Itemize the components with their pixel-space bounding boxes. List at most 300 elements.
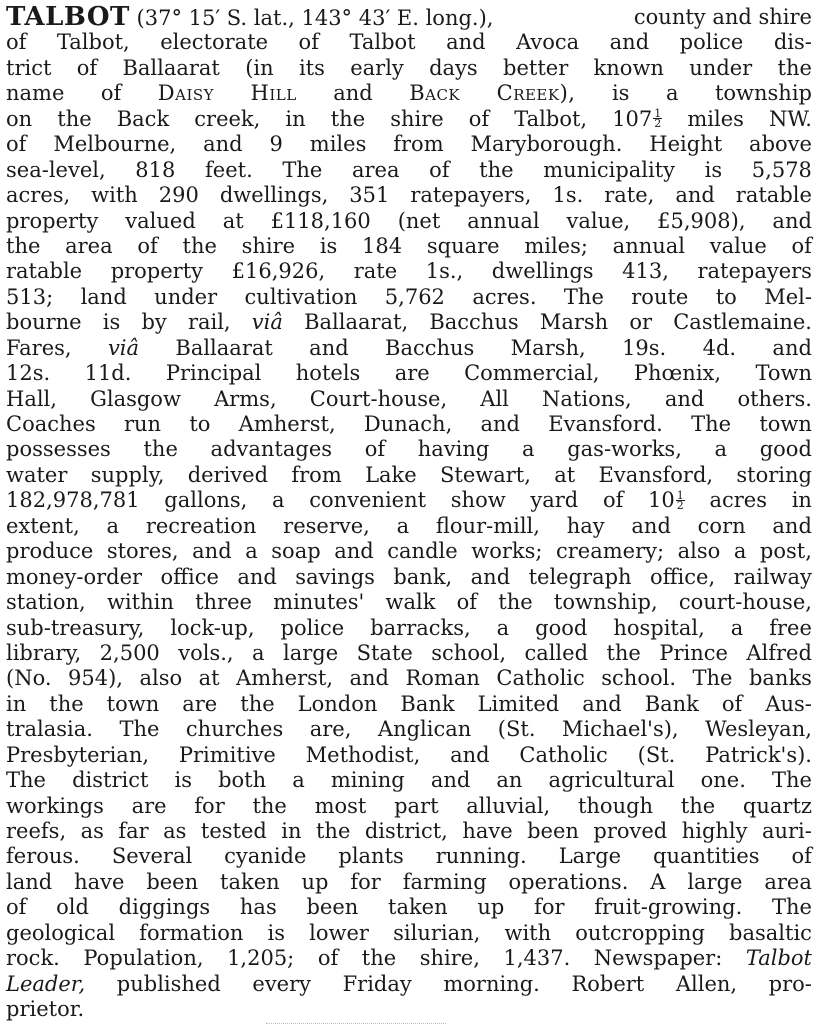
entry-word: run bbox=[123, 412, 162, 436]
entry-word: annual bbox=[612, 233, 686, 258]
entry-word: for bbox=[534, 895, 565, 920]
entry-word: ratepayers, bbox=[410, 183, 532, 208]
entry-word: of bbox=[791, 233, 812, 258]
entry-word: taken bbox=[220, 869, 280, 894]
entry-word: the bbox=[143, 437, 178, 462]
entry-word: three bbox=[195, 590, 252, 615]
entry-word: cultivation bbox=[244, 284, 358, 309]
entry-word: railway bbox=[733, 564, 812, 589]
entry-word: Back bbox=[116, 106, 170, 131]
entry-word: Robert bbox=[571, 971, 645, 996]
entry-word: old bbox=[56, 895, 89, 920]
entry-word: early bbox=[350, 55, 404, 80]
entry-word: 413, bbox=[622, 259, 669, 284]
entry-line-11 bbox=[6, 259, 812, 284]
entry-word: tested bbox=[200, 819, 267, 843]
entry-line-1 bbox=[6, 2, 812, 32]
entry-word: a bbox=[106, 513, 120, 538]
entry-word: of bbox=[317, 946, 339, 971]
entry-word: Talbot, bbox=[514, 106, 588, 131]
entry-word: Evansford, bbox=[598, 462, 714, 487]
entry-word: plants bbox=[338, 844, 404, 869]
entry-word: workings bbox=[6, 793, 104, 818]
entry-word: is bbox=[267, 920, 286, 945]
italic-word: viâ bbox=[251, 310, 283, 335]
entry-word: (in bbox=[245, 55, 274, 80]
entry-word: square bbox=[426, 233, 500, 258]
entry-word: are bbox=[131, 793, 167, 818]
entry-word: mining bbox=[330, 768, 405, 793]
entry-word: been bbox=[146, 869, 199, 894]
entry-word: and bbox=[446, 30, 486, 55]
entry-word: up bbox=[477, 895, 505, 920]
entry-line-8 bbox=[6, 183, 812, 208]
entry-word: large bbox=[687, 869, 743, 894]
entry-line-5 bbox=[6, 107, 812, 132]
entry-word: hay bbox=[566, 513, 605, 538]
entry-word-suffix: , bbox=[78, 971, 86, 996]
entry-word: miles bbox=[309, 132, 367, 157]
entry-line-26 bbox=[6, 641, 812, 666]
entry-line-28 bbox=[6, 692, 812, 717]
entry-word: have bbox=[462, 819, 513, 843]
entry-word: and bbox=[631, 513, 671, 538]
entry-word: are bbox=[182, 691, 218, 716]
entry-word: in bbox=[6, 691, 27, 716]
entry-word: area bbox=[65, 233, 113, 258]
entry-word: its bbox=[298, 55, 325, 80]
entry-word: name bbox=[6, 81, 65, 106]
entry-word: town bbox=[106, 691, 160, 716]
entry-word: Several bbox=[111, 844, 193, 869]
entry-word: A bbox=[650, 869, 666, 894]
entry-coords: (37° 15′ S. lat., 143° 43′ E. long.), bbox=[136, 6, 494, 30]
entry-body bbox=[6, 30, 812, 1022]
entry-word: an bbox=[496, 768, 523, 793]
bottom-rule bbox=[266, 1023, 446, 1027]
place-name-smallcaps: Daisy bbox=[157, 81, 215, 106]
entry-word: and bbox=[582, 691, 622, 716]
entry-word: of bbox=[76, 55, 98, 80]
entry-word: in bbox=[281, 819, 302, 843]
entry-word: post, bbox=[759, 539, 812, 564]
entry-word: the bbox=[479, 157, 514, 182]
entry-word: 184 bbox=[362, 233, 403, 258]
entry-word: 954), bbox=[68, 666, 123, 691]
entry-word: and bbox=[664, 386, 705, 411]
entry-word: miles bbox=[687, 106, 744, 131]
entry-word: bourne bbox=[6, 310, 82, 335]
entry-word: from bbox=[291, 462, 342, 487]
entry-headword: TALBOT bbox=[6, 2, 130, 32]
entry-word: property bbox=[110, 259, 204, 284]
entry-word: Limited bbox=[477, 691, 560, 716]
entry-word: advantages bbox=[210, 437, 333, 462]
entry-line-35 bbox=[6, 870, 812, 895]
entry-word: under bbox=[689, 55, 753, 80]
italic-word: Leader, bbox=[6, 971, 86, 996]
entry-line-34 bbox=[6, 844, 812, 869]
entry-word: cyanide bbox=[224, 844, 307, 869]
entry-word: dwellings, bbox=[219, 183, 329, 208]
entry-word: with bbox=[91, 183, 138, 208]
entry-word: called bbox=[524, 640, 589, 665]
entry-word: in bbox=[285, 106, 306, 131]
entry-word: 12s. bbox=[6, 361, 51, 386]
entry-word: and bbox=[480, 412, 521, 436]
entry-word: morning. bbox=[443, 971, 540, 996]
entry-word: operations. bbox=[508, 869, 629, 894]
entry-word: a bbox=[252, 640, 265, 665]
italic-word: Talbot bbox=[745, 946, 812, 971]
entry-word: a bbox=[665, 81, 679, 106]
entry-word: Commercial, bbox=[464, 361, 600, 386]
entry-word: State bbox=[356, 640, 413, 665]
entry-word: of bbox=[456, 590, 478, 615]
entry-word: township, bbox=[553, 590, 658, 615]
entry-word: Friday bbox=[342, 971, 412, 996]
entry-word: Primitive bbox=[178, 742, 276, 767]
entry-word: Fares, bbox=[6, 335, 72, 360]
entry-word: ratepayers bbox=[697, 259, 812, 284]
entry-word: The bbox=[282, 157, 323, 182]
entry-word: have bbox=[74, 869, 125, 894]
entry-word: a bbox=[714, 437, 728, 462]
entry-word: with bbox=[504, 920, 552, 945]
entry-word: water bbox=[6, 462, 68, 487]
entry-word: the bbox=[240, 691, 275, 716]
entry-line-13 bbox=[6, 310, 812, 335]
entry-word: London bbox=[297, 691, 378, 716]
entry-word: creek, bbox=[194, 106, 261, 131]
entry-word: free bbox=[769, 615, 812, 640]
entry-word: Allen, bbox=[675, 971, 738, 996]
entry-word: the bbox=[330, 106, 366, 131]
entry-word: having bbox=[417, 437, 490, 462]
entry-word: Hall, bbox=[6, 386, 57, 411]
entry-word: land bbox=[6, 869, 53, 894]
entry-word: 290 bbox=[158, 183, 199, 208]
fraction: $\frac{1}{2}$ bbox=[676, 488, 684, 512]
entry-word: Bank bbox=[644, 691, 699, 716]
entry-word: alluvial, bbox=[466, 793, 551, 818]
entry-word: Stewart, bbox=[440, 462, 531, 487]
entry-word: the bbox=[361, 946, 397, 971]
entry-word: or bbox=[629, 310, 653, 335]
entry-line-38 bbox=[6, 946, 812, 971]
entry-word: Bacchus bbox=[429, 310, 519, 335]
entry-word: at bbox=[222, 208, 244, 233]
entry-line-16 bbox=[6, 387, 812, 412]
entry-word: diggings bbox=[118, 895, 211, 920]
entry-word: area bbox=[764, 869, 812, 894]
entry-word: area bbox=[351, 157, 400, 182]
entry-word: The bbox=[6, 768, 46, 793]
entry-word: 107 $\frac{1}{2}$ bbox=[612, 106, 662, 131]
entry-line-40 bbox=[6, 997, 812, 1022]
entry-word: money-order bbox=[6, 564, 143, 589]
entry-word: of bbox=[364, 437, 386, 462]
entry-word: and bbox=[192, 539, 232, 564]
entry-word: 818 bbox=[135, 157, 176, 182]
entry-word: and bbox=[609, 30, 650, 55]
entry-word: rate, bbox=[604, 183, 655, 208]
entry-word: derived bbox=[187, 462, 269, 487]
entry-word: (St. bbox=[637, 742, 676, 767]
place-name-smallcaps: Creek), bbox=[496, 81, 576, 106]
entry-word: outcropping bbox=[575, 920, 705, 945]
entry-word: pro- bbox=[768, 971, 812, 996]
entry-word: part bbox=[394, 793, 439, 818]
entry-word: The bbox=[692, 666, 733, 691]
entry-word: the bbox=[182, 233, 217, 258]
entry-word: Ballaarat bbox=[175, 335, 273, 360]
entry-word: NW. bbox=[769, 106, 812, 131]
entry-word: both bbox=[218, 768, 267, 793]
entry-word: and bbox=[237, 564, 277, 589]
entry-line-15 bbox=[6, 361, 812, 386]
entry-word: Wesleyan, bbox=[705, 717, 812, 742]
entry-word: Population, bbox=[83, 946, 204, 971]
entry-word: 5,578 bbox=[751, 157, 812, 182]
entry-word: town bbox=[759, 412, 812, 436]
entry-word: extent, bbox=[6, 513, 80, 538]
entry-word: works; bbox=[471, 539, 543, 564]
entry-word: district bbox=[72, 768, 149, 793]
entry-word: Michael's), bbox=[562, 717, 679, 742]
entry-word: up bbox=[301, 869, 329, 894]
place-name-smallcaps: Back bbox=[409, 81, 461, 106]
entry-word: creamery; bbox=[556, 539, 665, 564]
entry-word: and bbox=[203, 132, 243, 157]
entry-line-27 bbox=[6, 666, 812, 691]
entry-word: Court-house, bbox=[309, 386, 448, 411]
entry-word: electorate bbox=[160, 30, 269, 55]
entry-word: geological bbox=[6, 920, 116, 945]
entry-word: Maryborough. bbox=[470, 132, 623, 157]
entry-line-17 bbox=[6, 412, 812, 437]
entry-word: ratable bbox=[6, 259, 83, 284]
entry-word: Aus- bbox=[765, 691, 812, 716]
entry-word: Castlemaine. bbox=[673, 310, 812, 335]
entry-word: Large bbox=[558, 844, 622, 869]
entry-word: walk bbox=[385, 590, 436, 615]
entry-word: land bbox=[80, 284, 127, 309]
entry-word: library, bbox=[6, 640, 82, 665]
entry-word: a bbox=[496, 615, 510, 640]
entry-word: the bbox=[680, 793, 716, 818]
entry-word: known bbox=[593, 55, 664, 80]
entry-word: and bbox=[772, 208, 812, 233]
entry-word: Marsh bbox=[539, 310, 609, 335]
entry-word: township bbox=[714, 81, 812, 106]
entry-line-20 bbox=[6, 488, 812, 513]
entry-word: vols., bbox=[178, 640, 234, 665]
entry-word: is bbox=[102, 310, 121, 335]
entry-word: lock-up, bbox=[170, 615, 255, 640]
entry-word: Height bbox=[649, 132, 723, 157]
entry-word: hospital, bbox=[613, 615, 705, 640]
entry-word: The bbox=[772, 895, 812, 920]
entry-word: 1s. bbox=[552, 183, 584, 208]
entry-word: Talbot, bbox=[56, 30, 130, 55]
entry-word: £16,926, bbox=[231, 259, 326, 284]
entry-word: sea-level, bbox=[6, 157, 106, 182]
entry-word: gas-works, bbox=[567, 437, 682, 462]
entry-word: The bbox=[691, 412, 732, 436]
entry-word: (net bbox=[397, 208, 441, 233]
entry-word: Arms, bbox=[214, 386, 277, 411]
entry-word: 1,205; bbox=[227, 946, 295, 971]
entry-word: gallons, bbox=[164, 488, 248, 513]
entry-word: 1,437. bbox=[503, 946, 571, 971]
entry-word: a bbox=[522, 437, 535, 462]
entry-word: rock. bbox=[6, 946, 60, 971]
entry-word: a bbox=[730, 615, 744, 640]
entry-word: municipality bbox=[543, 157, 676, 182]
entry-word: of bbox=[6, 132, 27, 157]
entry-word: dwellings bbox=[491, 259, 594, 284]
entry-word: shire bbox=[390, 106, 444, 131]
entry-line-37 bbox=[6, 921, 812, 946]
entry-word: property bbox=[6, 208, 99, 233]
entry-word: school, bbox=[431, 640, 506, 665]
entry-word: large bbox=[283, 640, 339, 665]
entry-line-30 bbox=[6, 743, 812, 768]
entry-word: of bbox=[602, 488, 624, 513]
entry-word: is bbox=[319, 233, 338, 258]
entry-word: tralasia. bbox=[6, 717, 93, 742]
entry-word: fruit-growing. bbox=[594, 895, 743, 920]
entry-word: Phœnix, bbox=[633, 361, 722, 386]
entry-word: Evansford. bbox=[548, 412, 663, 436]
entry-word: £118,160 bbox=[270, 208, 371, 233]
entry-word: above bbox=[749, 132, 812, 157]
entry-word: corn bbox=[697, 513, 746, 538]
entry-word: 19s. bbox=[622, 335, 667, 360]
entry-word: prietor. bbox=[6, 997, 85, 1022]
entry-word: Bacchus bbox=[385, 335, 475, 360]
entry-word: miles; bbox=[524, 233, 588, 258]
entry-word: the bbox=[49, 691, 84, 716]
entry-word: and bbox=[430, 768, 471, 793]
entry-word: Methodist, bbox=[305, 742, 421, 767]
entry-word: Lake bbox=[365, 462, 417, 487]
entry-word: churches bbox=[185, 717, 284, 742]
entry-word: farming bbox=[402, 869, 487, 894]
entry-word: Amherst, bbox=[236, 666, 334, 691]
entry-word: hotels bbox=[295, 361, 361, 386]
entry-word: (No. bbox=[6, 666, 52, 691]
entry-word: shire bbox=[241, 233, 296, 258]
entry-word: value bbox=[709, 233, 767, 258]
entry-word: Bank bbox=[400, 691, 455, 716]
entry-line-text: county and shire bbox=[633, 5, 812, 29]
entry-word: a bbox=[292, 768, 305, 793]
entry-line-31 bbox=[6, 768, 812, 793]
entry-word: 10 $\frac{1}{2}$ bbox=[648, 488, 684, 513]
entry-word: candle bbox=[387, 539, 458, 564]
entry-word: good bbox=[535, 615, 588, 640]
entry-word: annual bbox=[467, 208, 540, 233]
entry-word: Patrick's). bbox=[705, 742, 812, 767]
entry-word: been bbox=[306, 895, 359, 920]
entry-word: running. bbox=[435, 844, 527, 869]
entry-word: of bbox=[468, 106, 490, 131]
entry-word: 9 bbox=[269, 132, 283, 157]
entry-word: quantities bbox=[653, 844, 760, 869]
entry-word: is bbox=[611, 81, 630, 106]
entry-word: the bbox=[777, 55, 812, 80]
entry-word: rail, bbox=[187, 310, 231, 335]
entry-word: others. bbox=[737, 386, 812, 411]
entry-word: minutes' bbox=[273, 590, 365, 615]
entry-line-6 bbox=[6, 132, 812, 157]
entry-word: banks bbox=[748, 666, 812, 691]
italic-word: viâ bbox=[107, 335, 140, 360]
entry-word: Anglican bbox=[377, 717, 472, 742]
entry-word: barracks, bbox=[370, 615, 471, 640]
entry-line-29 bbox=[6, 717, 812, 742]
entry-word: of bbox=[6, 895, 27, 920]
entry-word: Glasgow bbox=[90, 386, 181, 411]
entry-word: Coaches bbox=[6, 412, 96, 436]
entry-word: produce bbox=[6, 539, 94, 564]
entry-word: for bbox=[350, 869, 381, 894]
entry-word: days bbox=[429, 55, 478, 80]
entry-word: sub-treasury, bbox=[6, 615, 145, 640]
entry-word: The bbox=[119, 717, 160, 742]
entry-word: 351 bbox=[349, 183, 390, 208]
entry-word: the bbox=[498, 590, 533, 615]
entry-word: trict bbox=[6, 55, 52, 80]
entry-line-10 bbox=[6, 234, 812, 259]
gazetteer-entry bbox=[6, 2, 812, 1023]
entry-line-9 bbox=[6, 209, 812, 234]
entry-word: highly bbox=[681, 819, 748, 843]
entry-word: and bbox=[333, 81, 373, 106]
entry-word: supply, bbox=[90, 462, 165, 487]
entry-word: from bbox=[393, 132, 444, 157]
entry-line-23 bbox=[6, 565, 812, 590]
entry-word: office bbox=[160, 564, 219, 589]
entry-word: school. bbox=[601, 666, 677, 691]
entry-word: of bbox=[137, 233, 158, 258]
entry-word: The bbox=[563, 284, 604, 309]
entry-word: published bbox=[116, 971, 221, 996]
entry-word: show bbox=[450, 488, 506, 513]
entry-word: 182,978,781 bbox=[6, 488, 140, 513]
entry-word: acres bbox=[709, 488, 767, 513]
entry-word: as bbox=[80, 819, 104, 843]
entry-word: possesses bbox=[6, 437, 111, 462]
entry-line-4 bbox=[6, 81, 812, 106]
entry-word: Alfred bbox=[746, 640, 812, 665]
entry-word: by bbox=[141, 310, 167, 335]
entry-word: has bbox=[239, 895, 277, 920]
entry-word: Ballaarat bbox=[122, 55, 220, 80]
entry-word: and bbox=[675, 183, 715, 208]
entry-word: 4d. bbox=[702, 335, 737, 360]
entry-line-14 bbox=[6, 336, 812, 361]
entry-word: reserve, bbox=[283, 513, 370, 538]
entry-line-24 bbox=[6, 590, 812, 615]
entry-word: Catholic bbox=[519, 742, 608, 767]
entry-word: police bbox=[280, 615, 345, 640]
entry-word: value, bbox=[566, 208, 631, 233]
entry-word: ferous. bbox=[6, 844, 80, 869]
entry-word: (St. bbox=[497, 717, 536, 742]
